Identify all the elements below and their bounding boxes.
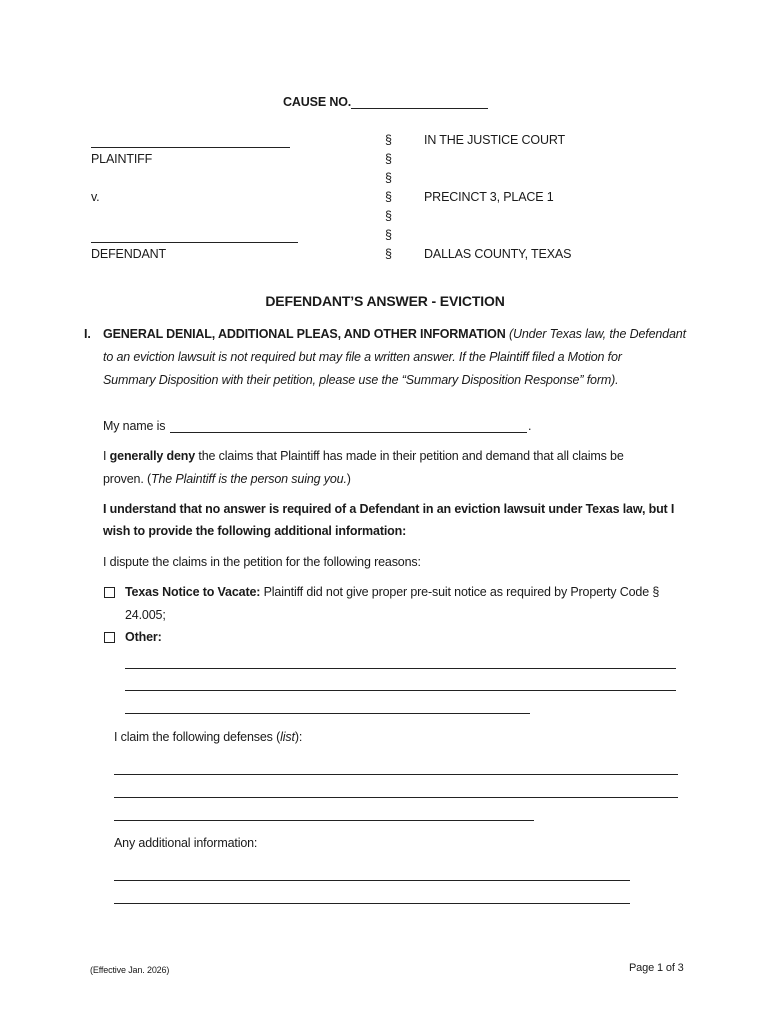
additional-info-line-1[interactable] [114,880,630,881]
notice-to-vacate-line-2: 24.005; [125,608,166,622]
notice-to-vacate-text: Plaintiff did not give proper pre-suit notice as required by Property Code § [263,585,660,599]
other-label: Other: [125,630,162,644]
other-checkbox[interactable] [104,632,115,643]
section-intro-1: (Under Texas law, the Defendant [508,327,686,341]
defendant-label: DEFENDANT [91,247,167,261]
notice-to-vacate-line-1 [125,585,659,599]
denial-bold: generally deny [109,449,196,463]
other-input-line-3[interactable] [125,713,530,714]
defenses-label [114,730,302,744]
section-symbol: § [385,133,392,147]
cause-number-text: CAUSE NO. [283,95,352,109]
name-label: My name is [103,419,166,433]
effective-date: (Effective Jan. 2026) [90,965,170,975]
defenses-input-line-3[interactable] [114,820,534,821]
plaintiff-name-field[interactable] [91,147,290,148]
section-numeral: I. [84,327,91,341]
court-name: IN THE JUSTICE COURT [424,133,565,147]
section-intro-3: Summary Disposition with their petition, please use the “Summary Disposition Response” form). [103,373,619,387]
defendant-name-field[interactable] [91,242,298,243]
plaintiff-label: PLAINTIFF [91,152,153,166]
denial-line2-start: proven. ( [103,472,151,486]
form-title: DEFENDANT’S ANSWER - EVICTION [265,293,505,309]
understand-line-1: I understand that no answer is required of a Defendant in an eviction lawsuit under Texas law, but I [103,502,675,516]
other-input-line-1[interactable] [125,668,676,669]
denial-line2-italic: The Plaintiff is the person suing you. [150,472,347,486]
section-symbol: § [385,190,392,204]
defenses-suffix: ): [294,730,303,744]
notice-to-vacate-checkbox[interactable] [104,587,115,598]
denial-line2-end: ) [346,472,351,486]
page-number: Page 1 of 3 [629,962,684,974]
defenses-input-line-2[interactable] [114,797,678,798]
versus-label: v. [91,190,100,204]
name-input-field[interactable] [170,432,527,433]
section-symbol: § [385,171,392,185]
section-heading: GENERAL DENIAL, ADDITIONAL PLEAS, AND OTHER INFORMATION [103,327,506,341]
cause-number-field[interactable] [351,108,488,109]
section-heading-line [103,327,686,341]
denial-rest: the claims that Plaintiff has made in their petition and demand that all claims be [198,449,624,463]
defenses-prefix: I claim the following defenses ( [114,730,281,744]
understand-line-2: wish to provide the following additional information: [103,524,407,538]
notice-to-vacate-label: Texas Notice to Vacate: [125,585,261,599]
general-denial-line-2 [103,472,351,486]
defenses-italic: list [280,730,295,744]
county-name: DALLAS COUNTY, TEXAS [424,247,572,261]
general-denial-line-1 [103,449,624,463]
other-input-line-2[interactable] [125,690,676,691]
name-end-period: . [528,419,532,433]
section-symbol: § [385,209,392,223]
additional-info-line-2[interactable] [114,903,630,904]
denial-prefix: I [103,449,107,463]
section-symbol: § [385,228,392,242]
additional-info-label: Any additional information: [114,836,258,850]
precinct-place: PRECINCT 3, PLACE 1 [424,190,554,204]
cause-number-label [283,95,351,109]
dispute-intro: I dispute the claims in the petition for the following reasons: [103,555,421,569]
defenses-input-line-1[interactable] [114,774,678,775]
section-symbol: § [385,247,392,261]
section-symbol: § [385,152,392,166]
section-intro-2: to an eviction lawsuit is not required but may file a written answer. If the Plaintiff filed a Motion for [103,350,622,364]
